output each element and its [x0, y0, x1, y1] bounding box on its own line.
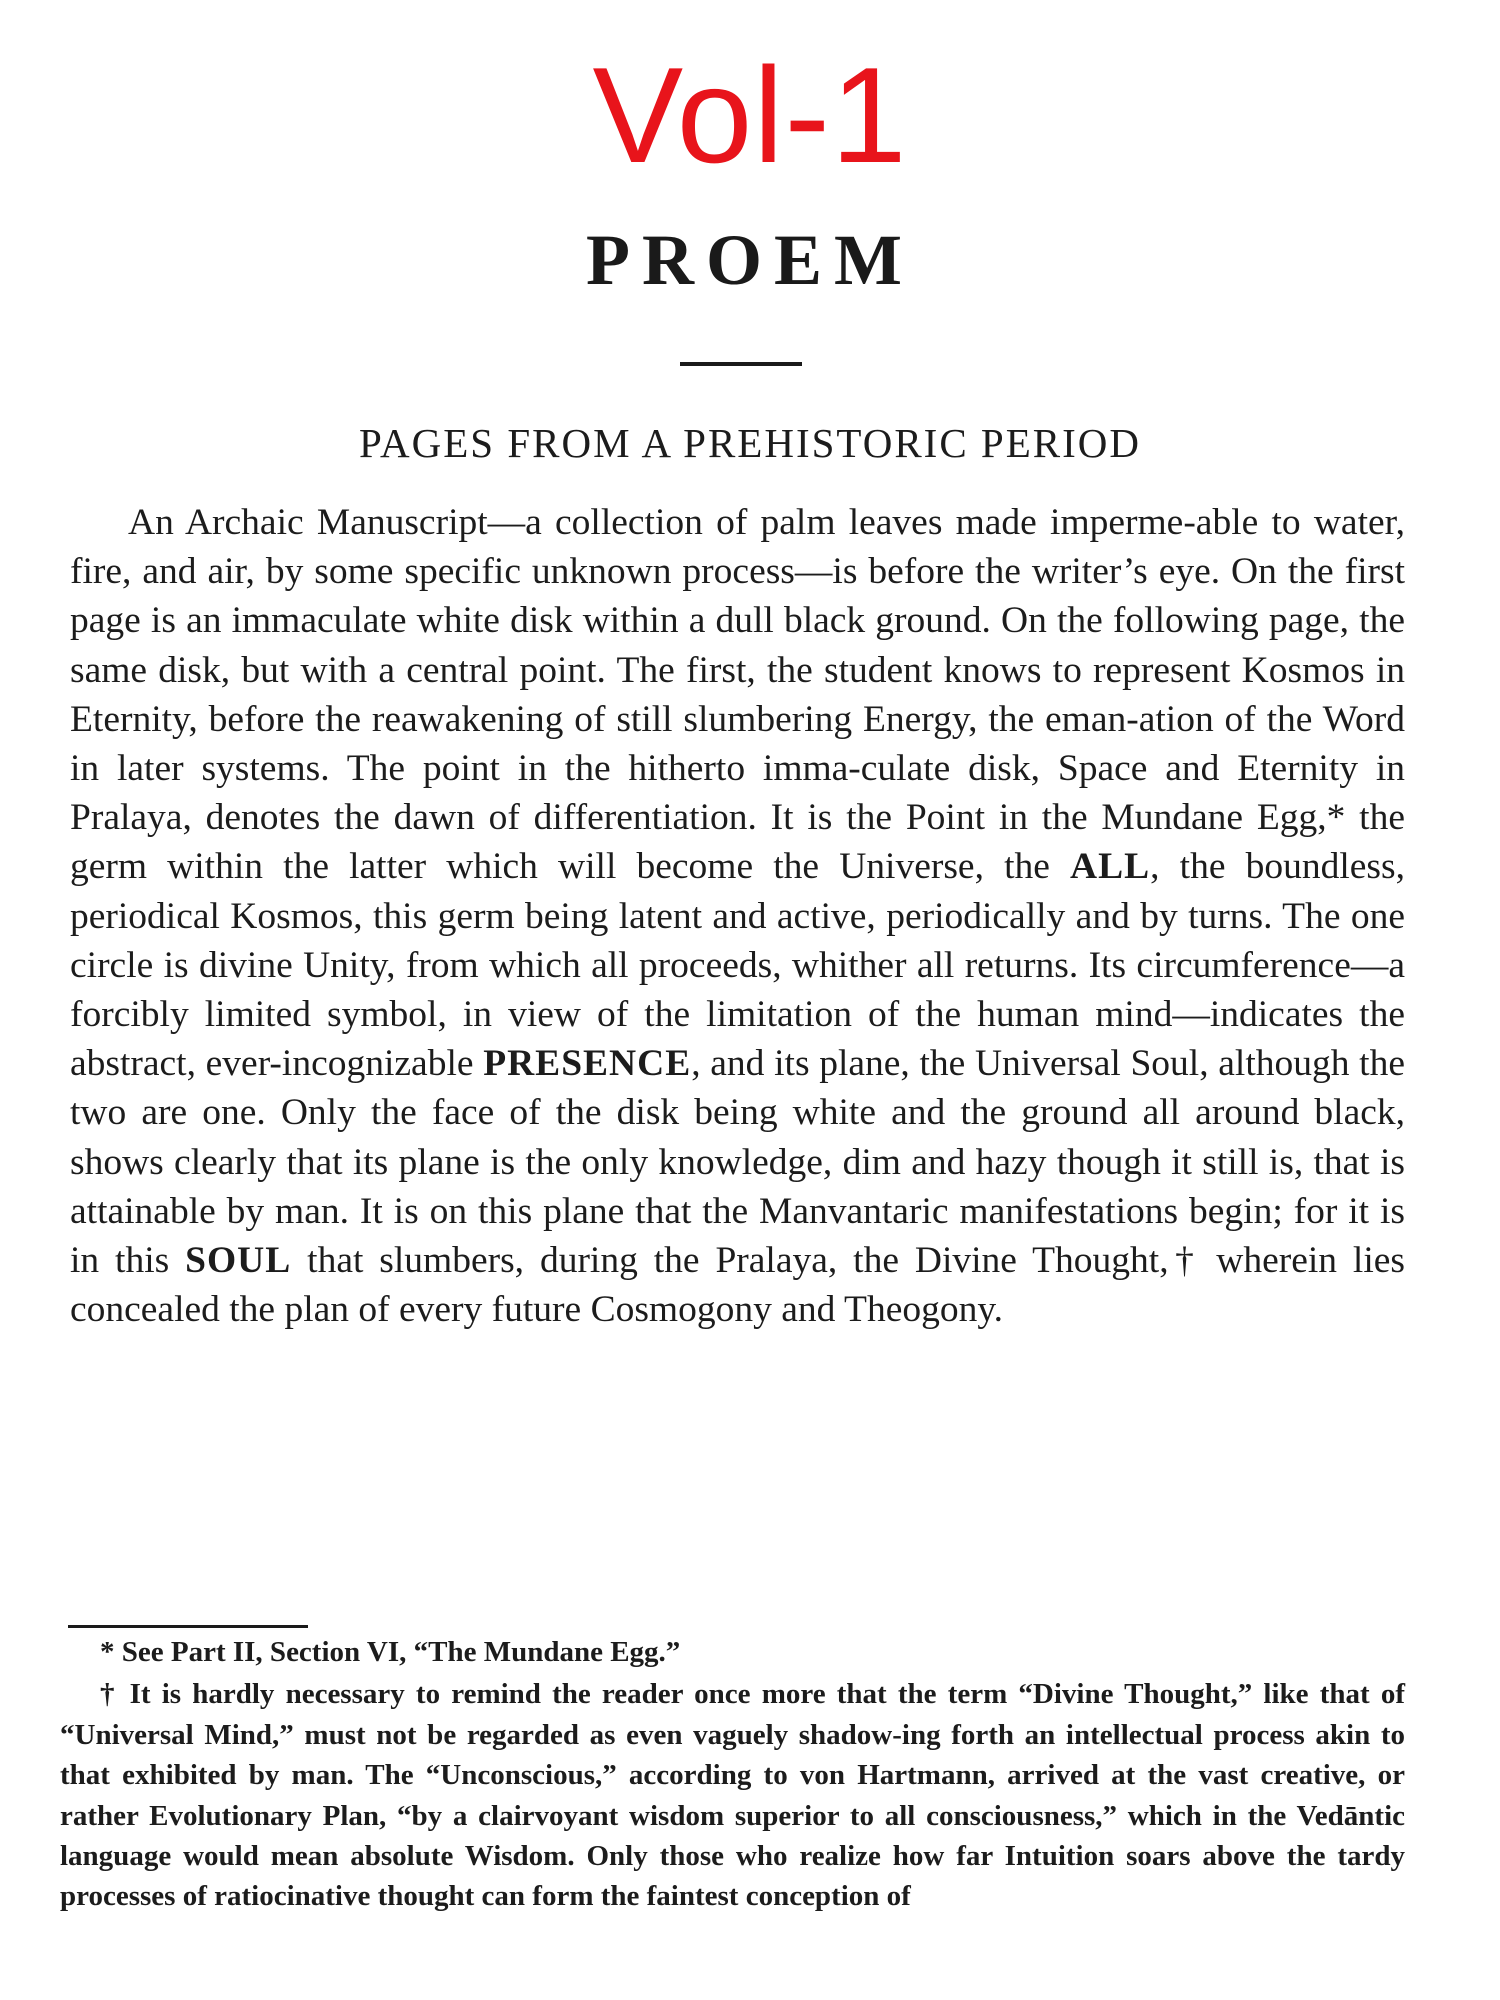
body-text-part-3: , and its plane, the Universal Soul, although the two are one. Only the face of the disk being white and the ground all around black, shows clearly that its plane is the only knowledge, dim and hazy though it still is, that is attainable by man. It is on this plane that the Manvantaric manifestations begin; for it is in this — [70, 1043, 1405, 1282]
small-caps-all: ALL — [1070, 846, 1151, 888]
body-text-part-4: that slumbers, during the Pralaya, the Divine Thought,† wherein lies concealed the plan of every future Cosmogony and Theogony. — [70, 1240, 1405, 1331]
body-text-part-2: , the boundless, periodical Kosmos, this germ being latent and active, periodically and by turns. The one circle is divine Unity, from which all proceeds, whither all returns. Its circumference—a forcibly limited symbol, in view of the limitation of the human mind—indicates the abstract, ever-incognizable — [70, 846, 1405, 1085]
body-paragraph — [70, 498, 1405, 1334]
title-divider — [680, 362, 802, 366]
small-caps-soul: SOUL — [185, 1240, 292, 1282]
footnote-2: † It is hardly necessary to remind the reader once more that the term “Divine Thought,” like that of “Universal Mind,” must not be regarded as even vaguely shadow-ing forth an intellectual process akin to that exhibited by man. The “Unconscious,” according to von Hartmann, arrived at the vast creative, or rather Evolutionary Plan, “by a clairvoyant wisdom superior to all consciousness,” which in the Vedāntic language would mean absolute Wisdom. Only those who realize how far Intuition soars above the tardy processes of ratiocinative thought can form the faintest conception of — [60, 1678, 1405, 1913]
volume-label: Vol-1 — [592, 39, 908, 191]
page-title: PROEM — [586, 220, 914, 300]
body-text-part-1: An Archaic Manuscript—a collection of palm leaves made imperme-able to water, fire, and air, by some specific unknown process—is before the writer’s eye. On the first page is an immaculate white disk within a dull black ground. On the following page, the same disk, but with a central point. The first, the student knows to represent Kosmos in Eternity, before the reawakening of still slumbering Energy, the eman-ation of the Word in later systems. The point in the hitherto imma-culate disk, Space and Eternity in Pralaya, denotes the dawn of differentiation. It is the Point in the Mundane Egg,* the germ within the latter which will become the Universe, the — [70, 502, 1405, 888]
small-caps-presence: PRESENCE — [483, 1043, 692, 1085]
footnote-divider — [68, 1625, 308, 1628]
footnote-1: * See Part II, Section VI, “The Mundane Egg.” — [100, 1636, 681, 1668]
footnotes — [60, 1632, 1405, 1917]
section-subtitle: PAGES FROM A PREHISTORIC PERIOD — [359, 420, 1141, 466]
